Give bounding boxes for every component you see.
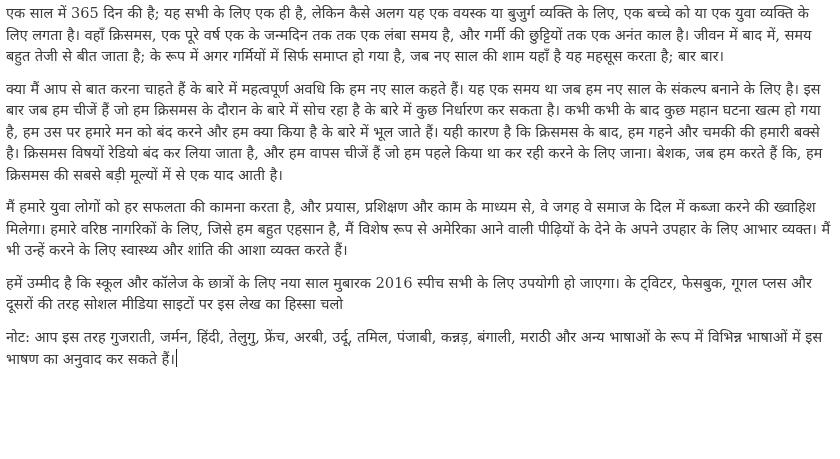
note-text: नोट: आप इस तरह गुजराती, जर्मन, हिंदी, तेलुगु, फ्रेंच, अरबी, उर्दू, तमिल, पंजाबी, कन्नड़, बंगाली, मराठी और अन्य भाषाओं के रूप में विभिन्न भाषाओं में इस भाषण का अनुवाद कर सकते हैं।: [6, 329, 823, 368]
paragraph-note: [6, 328, 834, 372]
paragraph-new-year-resolutions: क्या मैं आप से बात करना चाहते हैं के बारे में महत्वपूर्ण अवधि कि हम नए साल कहते हैं। यह एक समय था जब हम नए साल के संकल्प बनाने के लिए है। इस बार जब हम चीजें हैं जो हम क्रिसमस के दौरान के बारे में सोच रहा है के बारे में कुछ निर्धारण कर सकता है। कभी कभी के बाद कुछ महान घटना खत्म हो गया है, हम उस पर हमारे मन को बंद करने और हम क्या किया है के बारे में भूल जाते हैं। यही कारण है कि क्रिसमस के बाद, हम गहने और चमकी की हमारी बक्से है। क्रिसमस विषयों रेडियो बंद कर लिया जाता है, और हम वापस चीजें हैं जो हम पहले किया था कर रही करने के लिए जाना। बेशक, जब हम करते हैं कि, हम क्रिसमस की सबसे बड़ी मूल्यों में से एक याद आती है।: [6, 81, 823, 184]
paragraph-year-intro: एक साल में 365 दिन की है; यह सभी के लिए एक ही है, लेकिन कैसे अलग यह एक वयस्क या बुजुर्ग व्यक्ति के लिए, एक बच्चे को या एक युवा व्यक्ति के लिए लगता है। वहाँ क्रिसमस, एक पूरे वर्ष एक के जन्मदिन तक तक एक लंबा समय है, और गर्मी की छुट्टियों तक एक अनंत काल है। जीवन में बाद में, समय बहुत तेजी से बीत जाता है; के रूप में अगर गर्मियों में सिर्फ समाप्त हो गया है, जब नए साल की शाम यहाँ है यह महसूस करता है; बार बार।: [6, 6, 812, 65]
paragraph-wishes: मैं हमारे युवा लोगों को हर सफलता की कामना करता है, और प्रयास, प्रशिक्षण और काम के माध्यम से, वे जगह वे समाज के दिल में कब्जा करने की ख्वाहिश मिलेगा। हमारे वरिष्ठ नागरिकों के लिए, जिसे हम बहुत एहसान है, मैं विशेष रूप से अमेरिका आने वाली पीढ़ियों के देने के अपने उपहार के लिए आभार व्यक्त। मैं भी उन्हें करने के लिए स्वास्थ्य और शांति की आशा व्यक्त करते हैं।: [6, 200, 831, 259]
text-cursor: [176, 349, 177, 367]
paragraph-share: हमें उम्मीद है कि स्कूल और कॉलेज के छात्रों के लिए नया साल मुबारक 2016 स्पीच सभी के लिए उपयोगी हो जाएगा। के ट्विटर, फेसबुक, गूगल प्लस और दूसरों की तरह सोशल मीडिया साइटों पर इस लेख का हिस्सा चलो: [6, 275, 812, 313]
